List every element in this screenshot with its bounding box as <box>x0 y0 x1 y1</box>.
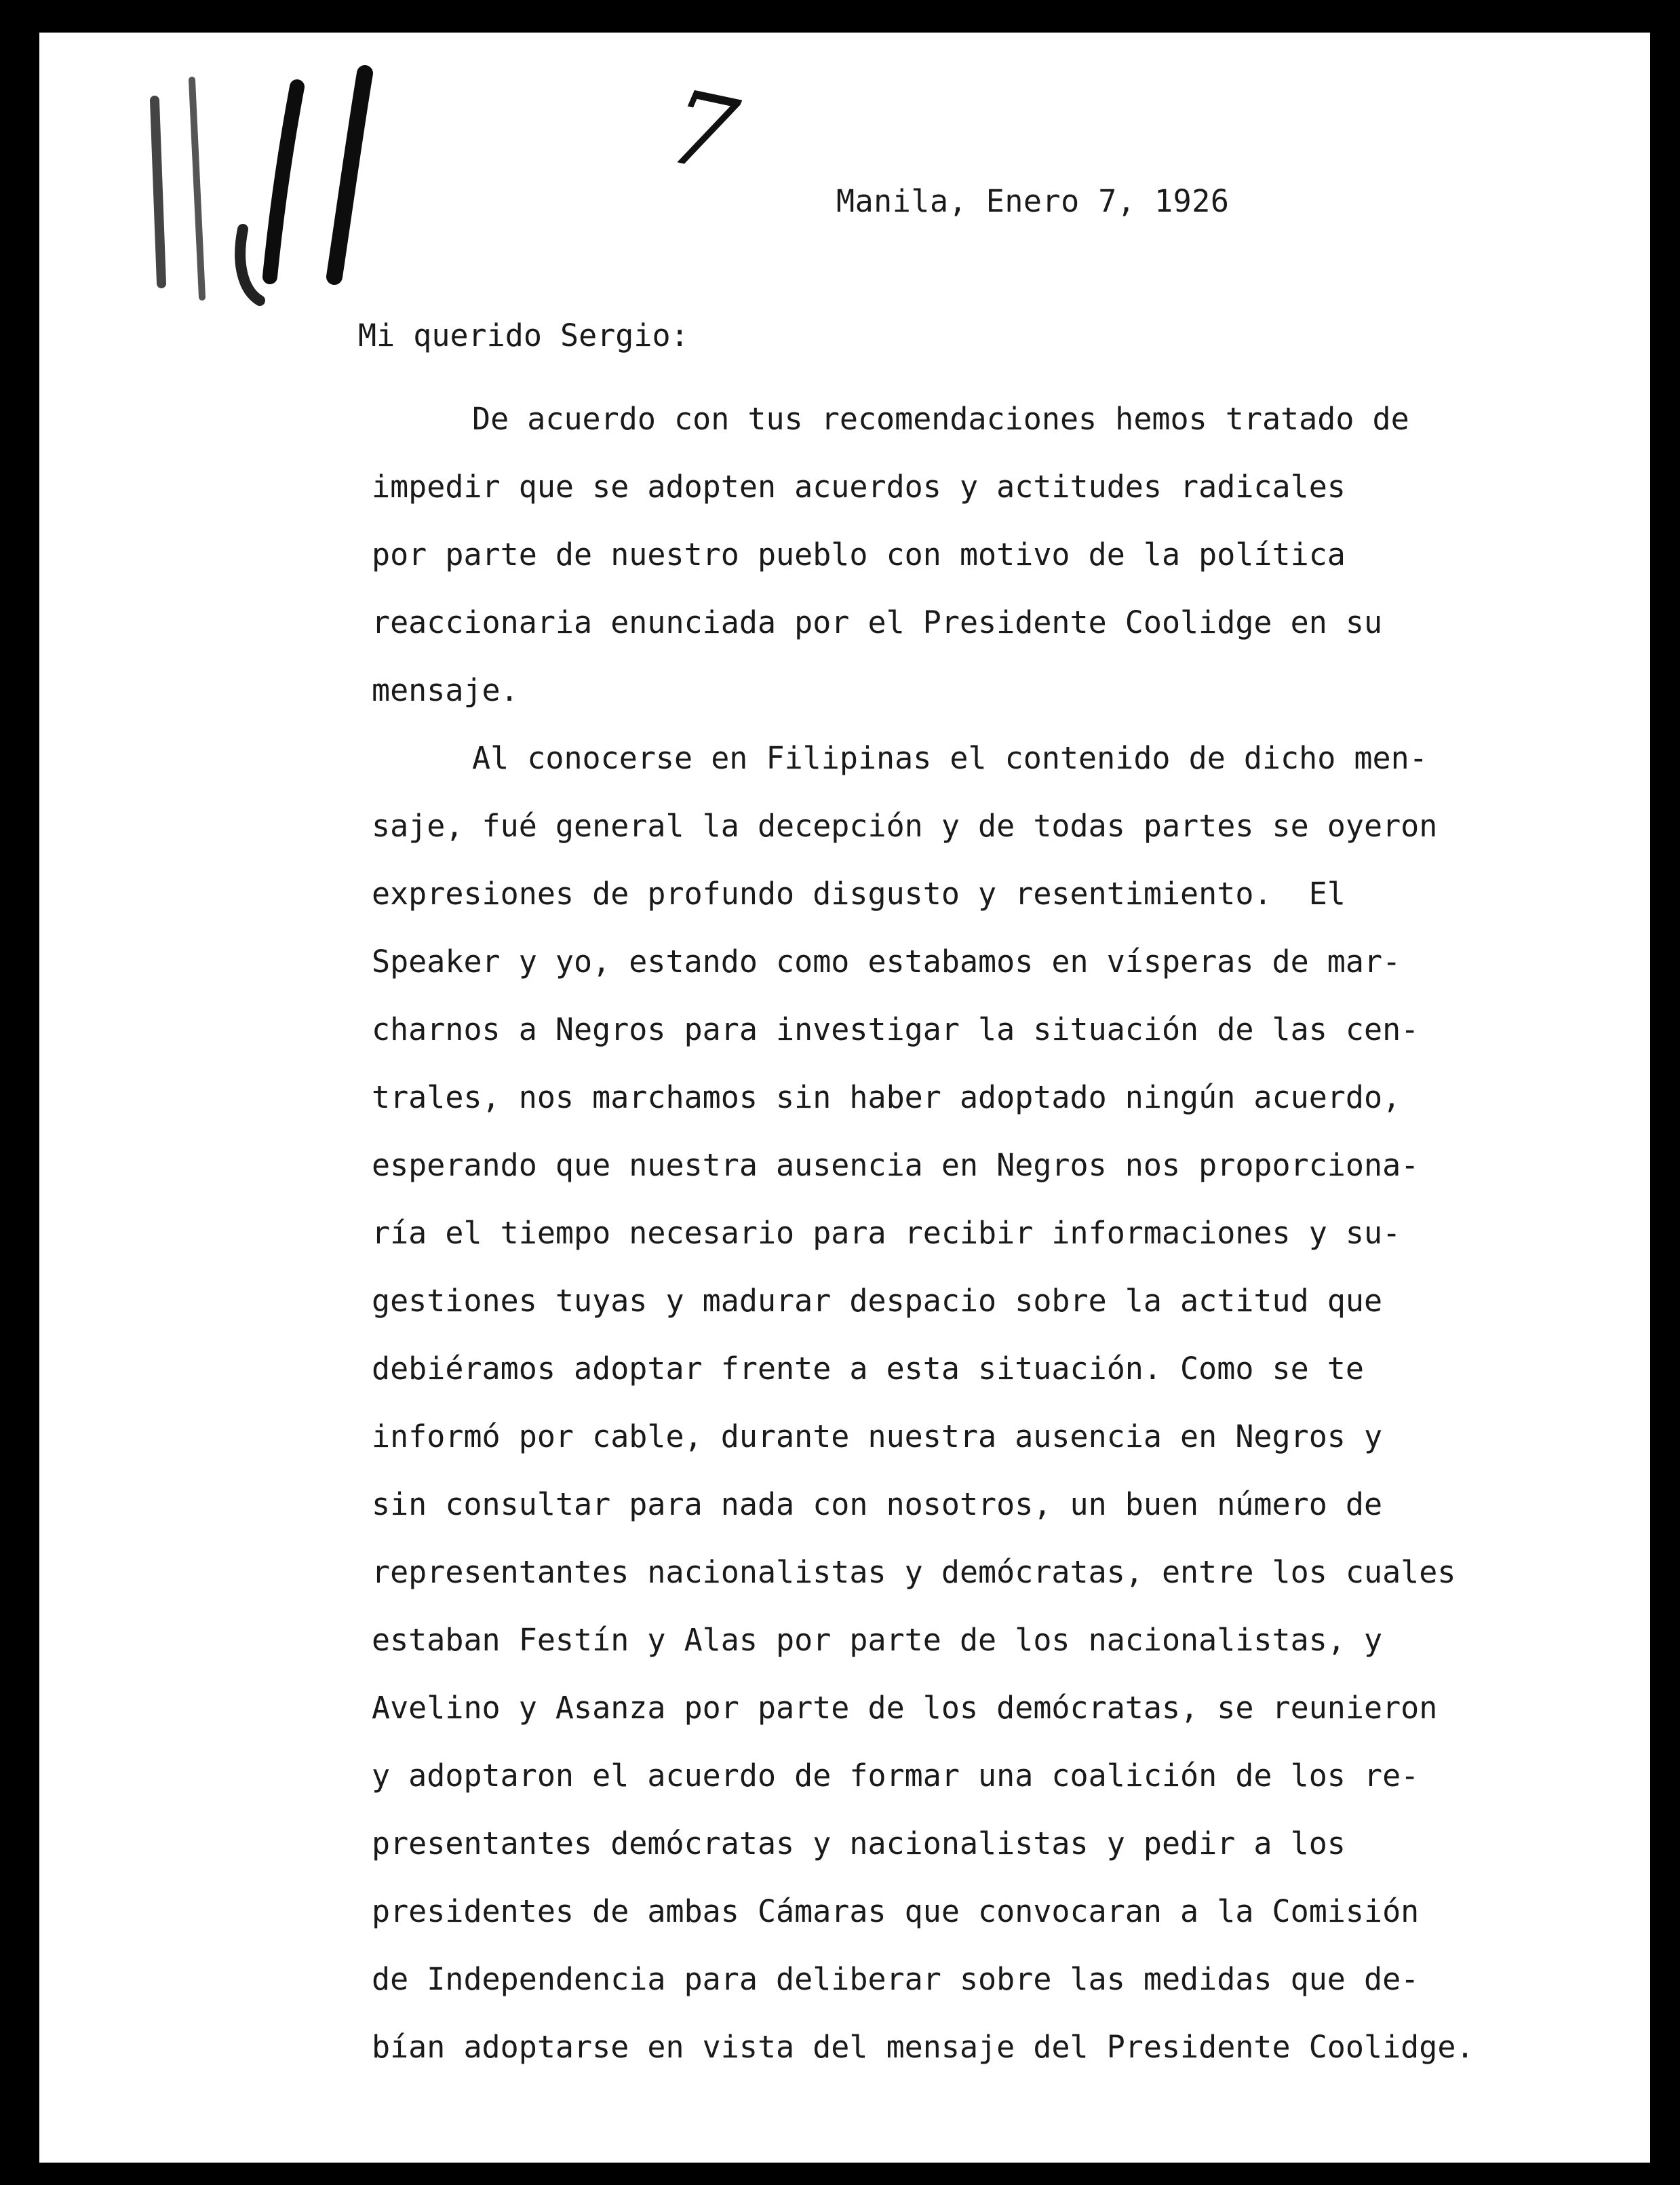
text-line: bían adoptarse en vista del mensaje del Presidente Coolidge. <box>372 2029 1474 2065</box>
text-line: reaccionaria enunciada por el Presidente Coolidge en su <box>372 604 1383 640</box>
text-line: trales, nos marchamos sin haber adoptado ningún acuerdo, <box>372 1079 1401 1115</box>
text-line: mensaje. <box>372 672 519 708</box>
text-line: esperando que nuestra ausencia en Negros nos proporciona- <box>372 1147 1420 1183</box>
dateline: Manila, Enero 7, 1926 <box>836 183 1230 219</box>
text-line: sin consultar para nada con nosotros, un buen número de <box>372 1486 1383 1522</box>
text-line: ría el tiempo necesario para recibir informaciones y su- <box>372 1215 1401 1251</box>
text-line: presidentes de ambas Cámaras que convocaran a la Comisión <box>372 1893 1420 1929</box>
text-line: expresiones de profundo disgusto y resentimiento. El <box>372 876 1346 912</box>
text-line: presentantes demócratas y nacionalistas y pedir a los <box>372 1825 1346 1861</box>
text-line: por parte de nuestro pueblo con motivo de la política <box>372 537 1346 573</box>
salutation: Mi querido Sergio: <box>358 317 689 353</box>
text-line: estaban Festín y Alas por parte de los nacionalistas, y <box>372 1622 1383 1658</box>
text-line: saje, fué general la decepción y de todas partes se oyeron <box>372 808 1438 844</box>
letter-body <box>372 385 1626 2081</box>
text-line: representantes nacionalistas y demócratas, entre los cuales <box>372 1554 1456 1590</box>
text-line: gestiones tuyas y madurar despacio sobre la actitud que <box>372 1283 1383 1319</box>
text-line: debiéramos adoptar frente a esta situación. Como se te <box>372 1351 1364 1387</box>
page-number: 7 <box>658 67 747 197</box>
document-page <box>39 33 1650 2163</box>
handwritten-marks <box>141 60 426 331</box>
text-line: Avelino y Asanza por parte de los demócratas, se reunieron <box>372 1690 1438 1726</box>
text-line: impedir que se adopten acuerdos y actitudes radicales <box>372 469 1346 505</box>
text-line: informó por cable, durante nuestra ausencia en Negros y <box>372 1418 1383 1454</box>
text-line: charnos a Negros para investigar la situación de las cen- <box>372 1011 1420 1047</box>
text-line: Speaker y yo, estando como estabamos en vísperas de mar- <box>372 944 1401 980</box>
text-line: Al conocerse en Filipinas el contenido de dicho men- <box>472 740 1428 776</box>
text-line: y adoptaron el acuerdo de formar una coalición de los re- <box>372 1758 1420 1794</box>
text-line: de Independencia para deliberar sobre las medidas que de- <box>372 1961 1420 1997</box>
text-line: De acuerdo con tus recomendaciones hemos tratado de <box>472 401 1409 437</box>
